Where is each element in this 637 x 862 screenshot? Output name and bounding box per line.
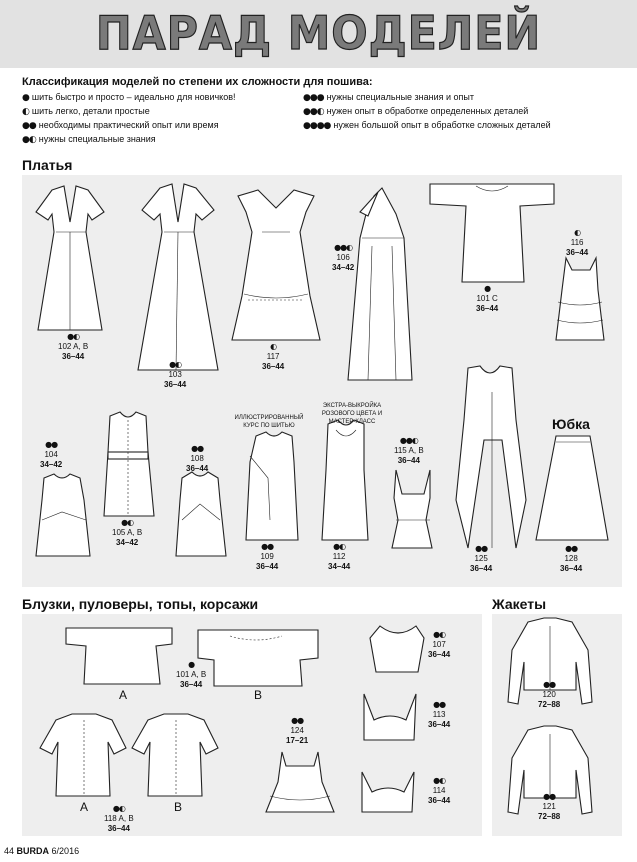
model-label-117: ◐ 117 36–44 bbox=[262, 342, 285, 371]
section-title-dresses: Платья bbox=[22, 157, 73, 173]
blouse-118b-drawing bbox=[132, 714, 218, 796]
legend-item: ●●● нужны специальные знания и опыт bbox=[303, 92, 475, 103]
page-title: ПАРАД МОДЕЛЕЙ bbox=[95, 6, 542, 60]
dress-116-drawing bbox=[556, 258, 604, 340]
model-label-118: ●◐ 118 A, B 36–44 bbox=[104, 804, 134, 833]
legend-item: ●● необходимы практический опыт или время bbox=[22, 120, 219, 131]
model-label-101ab: ● 101 A, B 36–44 bbox=[176, 660, 207, 689]
section-title-jackets: Жакеты bbox=[492, 596, 547, 612]
model-label-103: ●◐ 103 36–44 bbox=[164, 360, 187, 389]
blouse-118a-drawing bbox=[40, 714, 126, 796]
model-label-128: ●● 128 36–44 bbox=[560, 544, 583, 573]
brand-name: BURDA bbox=[16, 846, 50, 856]
variant-letter-b: B bbox=[254, 688, 263, 702]
dress-125-drawing bbox=[456, 366, 526, 548]
dress-112-drawing bbox=[322, 420, 368, 540]
model-label-104: ●● 104 34–42 bbox=[40, 440, 63, 469]
model-label-109: ●● 109 36–44 bbox=[256, 542, 279, 571]
variant-letter-a: A bbox=[80, 800, 89, 814]
dress-101c-drawing bbox=[430, 184, 554, 282]
dress-105-drawing bbox=[104, 412, 154, 516]
legend-item: ● шить быстро и просто – идеально для новичков! bbox=[22, 92, 236, 103]
top-107-drawing bbox=[370, 626, 424, 672]
legend-item: ●●◐ нужен опыт в обработке определенных деталей bbox=[303, 106, 529, 117]
skirt-128-drawing bbox=[536, 436, 608, 540]
model-label-121: ●● 121 72–88 bbox=[538, 792, 561, 821]
top-101a-drawing bbox=[66, 628, 172, 684]
top-113-drawing bbox=[364, 694, 416, 740]
model-label-114: ●◐ 114 36–44 bbox=[428, 776, 451, 805]
model-label-115: ●●◐ 115 A, B 36–44 bbox=[394, 436, 424, 465]
model-label-120: ●● 120 72–88 bbox=[538, 680, 561, 709]
variant-letter-b: B bbox=[174, 800, 183, 814]
section-title-skirt: Юбка bbox=[552, 416, 590, 432]
section-title-blouses: Блузки, пуловеры, топы, корсажи bbox=[22, 596, 259, 612]
issue-number: 6/2016 bbox=[51, 846, 80, 856]
model-label-108: ●● 108 36–44 bbox=[186, 444, 209, 473]
dress-117-drawing bbox=[232, 190, 320, 340]
model-label-125: ●● 125 36–44 bbox=[470, 544, 493, 573]
legend-item: ◐ шить легко, детали простые bbox=[22, 106, 150, 117]
model-label-116: ◐ 116 36–44 bbox=[566, 228, 589, 257]
legend-heading: Классификация моделей по степени их сложности для пошива: bbox=[22, 76, 373, 88]
model-label-113: ●● 113 36–44 bbox=[428, 700, 451, 729]
variant-letter-a: A bbox=[119, 688, 128, 702]
model-label-102: ●◐ 102 A, B 36–44 bbox=[58, 332, 89, 361]
top-114-drawing bbox=[362, 772, 414, 812]
page-footer bbox=[4, 846, 79, 856]
top-101b-drawing bbox=[198, 630, 318, 686]
dress-108-drawing bbox=[176, 472, 226, 556]
model-label-124: ●● 124 17–21 bbox=[286, 716, 309, 745]
note-illustrated-course: ИЛЛЮСТРИРОВАННЫЙ КУРС ПО ШИТЬЮ bbox=[234, 415, 304, 429]
legend-item: ●●●● нужен большой опыт в обработке сложных деталей bbox=[303, 120, 551, 131]
dress-102-drawing bbox=[36, 186, 104, 330]
model-label-106: ●●◐ 106 34–42 bbox=[332, 243, 355, 272]
model-label-107: ●◐ 107 36–44 bbox=[428, 630, 451, 659]
dress-109-drawing bbox=[246, 432, 298, 540]
legend-item: ●◐ нужны специальные знания bbox=[22, 134, 156, 145]
model-label-101c: ● 101 C 36–44 bbox=[476, 284, 499, 313]
top-124-drawing bbox=[266, 752, 334, 812]
model-label-105: ●◐ 105 A, B 34–42 bbox=[112, 518, 143, 547]
note-extra-pattern: ЭКСТРА-ВЫКРОЙКА РОЗОВОГО ЦВЕТА И МАСТЕР-КЛАСС bbox=[321, 403, 383, 425]
dress-104-drawing bbox=[36, 474, 90, 556]
dress-115-drawing bbox=[392, 470, 432, 548]
dress-103-drawing bbox=[138, 184, 218, 370]
dress-106-drawing bbox=[348, 188, 412, 380]
page-number: 44 bbox=[4, 846, 15, 856]
model-label-112: ●◐ 112 34–44 bbox=[328, 542, 351, 571]
